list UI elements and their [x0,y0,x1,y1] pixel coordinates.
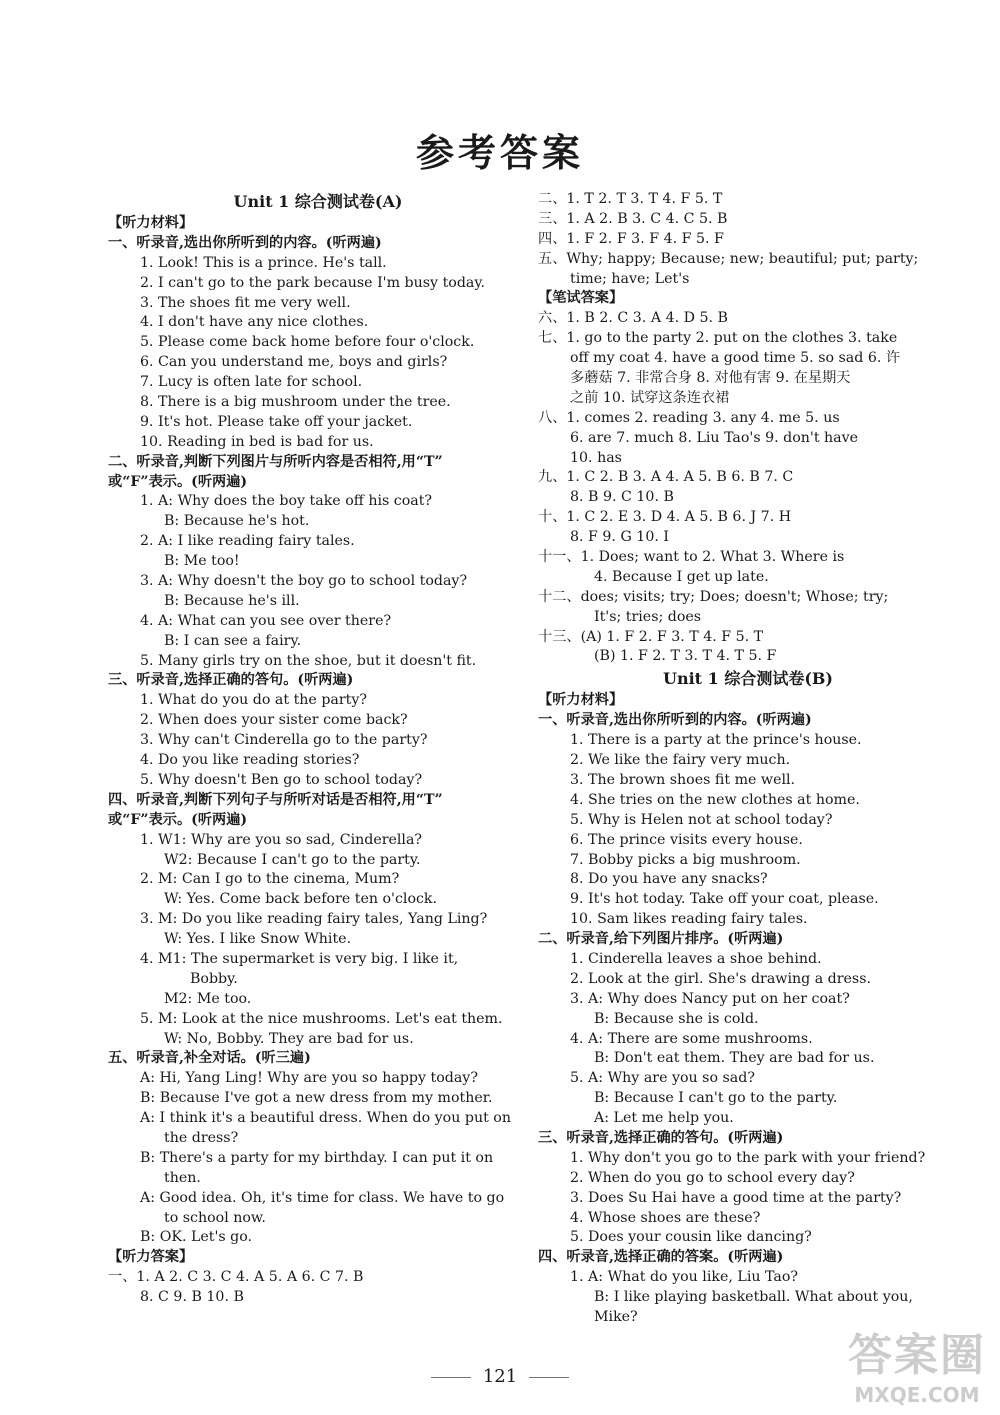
text-line: 3. The brown shoes fit me well. [570,771,796,788]
text-line: 10. Reading in bed is bad for us. [140,433,374,450]
text-line: B: Because he's hot. [164,513,310,530]
text-line: B: Me too! [164,553,240,570]
text-line: 3. A: Why does Nancy put on her coat? [570,990,850,1007]
text-line: 1. W1: Why are you so sad, Cinderella? [140,831,423,848]
text-line: B: There's a party for my birthday. I can put it on [140,1149,494,1166]
text-line: 2. Look at the girl. She's drawing a dress. [570,970,872,987]
text-line: the dress? [164,1129,239,1146]
text-line: 5. Many girls try on the shoe, but it doesn't fit. [140,652,477,669]
text-line: 10. Sam likes reading fairy tales. [570,911,808,928]
text-line: 五、Why; happy; Because; new; beautiful; put; party; [538,250,919,267]
text-line: 2. When does your sister come back? [140,712,408,729]
text-line: 1. There is a party at the prince's house. [570,732,862,749]
text-line: 4. M1: The supermarket is very big. I like it, [140,950,459,967]
section-heading: 五、听录音,补全对话。(听三遍) [108,1050,311,1067]
text-line: 5. Please come back home before four o'clock. [140,334,475,351]
text-line: 七、1. go to the party 2. put on the clothes 3. take [538,330,898,347]
unit-heading: Unit 1 综合测试卷(A) [233,192,403,211]
text-line: B: Because he's ill. [164,592,300,609]
text-line: 5. A: Why are you so sad? [570,1070,755,1087]
text-line: A: Let me help you. [594,1110,734,1127]
text-line: 3. A: Why doesn't the boy go to school today? [140,573,468,590]
text-line: 3. Does Su Hai have a good time at the party? [570,1189,902,1206]
text-line: A: Good idea. Oh, it's time for class. We have to go [140,1189,505,1206]
text-line: 1. A: What do you like, Liu Tao? [570,1269,798,1286]
text-line: 4. I don't have any nice clothes. [140,314,369,331]
section-heading: 二、听录音,判断下列图片与所听内容是否相符,用“T” [108,453,443,470]
watermark-sub: MXQE.COM [854,1383,980,1407]
text-line: 3. Why can't Cinderella go to the party? [140,732,428,749]
text-line: 4. Because I get up late. [594,568,769,585]
text-line: It's; tries; does [594,608,702,625]
section-heading: 三、听录音,选择正确的答句。(听两遍) [108,672,354,689]
section-heading: 或“F”表示。(听两遍) [108,811,248,828]
text-line: 十一、1. Does; want to 2. What 3. Where is [538,549,845,566]
text-line: 1. Cinderella leaves a shoe behind. [570,950,822,967]
text-line: 4. She tries on the new clothes at home. [570,791,860,808]
text-line: 8. There is a big mushroom under the tree. [140,394,451,411]
text-line: 2. When do you go to school every day? [570,1169,855,1186]
section-heading: 【听力材料】 [108,215,194,231]
text-line: 9. It's hot today. Take off your coat, please. [570,891,879,908]
text-line: A: Hi, Yang Ling! Why are you so happy today? [140,1070,478,1087]
text-line: W: Yes. I like Snow White. [164,931,352,948]
section-heading: 或“F”表示。(听两遍) [108,473,248,490]
text-line: time; have; Let's [570,270,690,287]
section-heading: 一、听录音,选出你所听到的内容。(听两遍) [108,234,382,251]
text-line: 四、1. F 2. F 3. F 4. F 5. F [538,230,724,247]
text-line: M2: Me too. [164,990,252,1007]
unit-heading: Unit 1 综合测试卷(B) [663,669,833,689]
text-line: 八、1. comes 2. reading 3. any 4. me 5. us [538,409,840,426]
text-line: 3. The shoes fit me very well. [140,294,351,311]
text-line: 2. M: Can I go to the cinema, Mum? [140,871,400,888]
text-line: 六、1. B 2. C 3. A 4. D 5. B [538,310,728,327]
section-heading: 二、听录音,给下列图片排序。(听两遍) [538,931,784,948]
text-line: 十、1. C 2. E 3. D 4. A 5. B 6. J 7. H [538,509,792,526]
page-title: 参考答案 [415,130,584,175]
text-line: 九、1. C 2. B 3. A 4. A 5. B 6. B 7. C [538,469,794,486]
text-line: 二、1. T 2. T 3. T 4. F 5. T [538,191,723,207]
left-column [108,190,528,1308]
text-line: Mike? [594,1308,638,1325]
right-column [538,190,958,1328]
text-line: 8. F 9. G 10. I [570,529,669,546]
text-line: 多蘑菇 7. 非常合身 8. 对他有害 9. 在星期天 [570,370,851,387]
text-line: 8. B 9. C 10. B [570,489,674,506]
text-line: B: I like playing basketball. What about you, [594,1289,913,1306]
page-number: 121 [0,1366,1000,1387]
text-line: B: I can see a fairy. [164,632,302,649]
text-line: 2. I can't go to the park because I'm busy today. [140,274,485,291]
text-line: 一、1. A 2. C 3. C 4. A 5. A 6. C 7. B [108,1269,364,1286]
text-line: 2. We like the fairy very much. [570,752,791,769]
section-heading: 一、听录音,选出你所听到的内容。(听两遍) [538,712,812,729]
text-line: B: Don't eat them. They are bad for us. [594,1050,875,1067]
text-line: B: Because she is cold. [594,1010,759,1027]
text-line: 9. It's hot. Please take off your jacket. [140,413,413,430]
text-line: 7. Bobby picks a big mushroom. [570,851,801,868]
text-line: 十三、(A) 1. F 2. F 3. T 4. F 5. T [538,628,764,645]
text-line: 三、1. A 2. B 3. C 4. C 5. B [538,210,728,227]
text-line: 6. Can you understand me, boys and girls? [140,354,448,371]
text-line: B: Because I can't go to the party. [594,1090,838,1107]
text-line: then. [164,1169,201,1186]
text-line: 1. Why don't you go to the park with your friend? [570,1149,926,1166]
text-line: W: No, Bobby. They are bad for us. [164,1030,414,1047]
text-line: 8. C 9. B 10. B [140,1289,244,1306]
text-line: 1. What do you do at the party? [140,692,367,709]
text-line: W: Yes. Come back before ten o'clock. [164,891,438,908]
text-line: off my coat 4. have a good time 5. so sad 6. 许 [570,350,901,367]
text-line: B: Because I've got a new dress from my mother. [140,1090,493,1107]
watermark-logo [848,1319,986,1407]
watermark-main: 答案圈 [848,1330,986,1381]
text-line: to school now. [164,1209,266,1226]
text-line: 之前 10. 试穿这条连衣裙 [570,389,730,406]
section-heading: 四、听录音,选择正确的答案。(听两遍) [538,1249,784,1266]
text-line: 7. Lucy is often late for school. [140,374,363,391]
text-line: 6. The prince visits every house. [570,831,803,848]
text-line: A: I think it's a beautiful dress. When do you put on [140,1110,511,1127]
text-line: 5. Why doesn't Ben go to school today? [140,771,423,788]
text-line: 10. has [570,449,622,466]
text-line: 8. Do you have any snacks? [570,871,768,888]
text-line: 5. M: Look at the nice mushrooms. Let's eat them. [140,1010,503,1027]
text-line: B: OK. Let's go. [140,1229,253,1246]
section-heading: 【听力材料】 [538,692,624,709]
text-line: 4. Do you like reading stories? [140,752,360,769]
text-line: (B) 1. F 2. T 3. T 4. T 5. F [594,648,777,665]
section-heading: 【听力答案】 [108,1249,194,1266]
text-line: 2. A: I like reading fairy tales. [140,533,355,550]
section-heading: 四、听录音,判断下列句子与所听对话是否相符,用“T” [108,791,443,808]
section-heading: 【笔试答案】 [538,290,624,307]
text-line: 4. A: What can you see over there? [140,612,392,629]
text-line: 1. A: Why does the boy take off his coat? [140,493,433,510]
text-line: 3. M: Do you like reading fairy tales, Yang Ling? [140,911,488,928]
text-line: 5. Why is Helen not at school today? [570,811,833,828]
text-line: 1. Look! This is a prince. He's tall. [140,254,387,271]
section-heading: 三、听录音,选择正确的答句。(听两遍) [538,1129,784,1146]
text-line: W2: Because I can't go to the party. [164,851,421,868]
text-line: 5. Does your cousin like dancing? [570,1229,812,1246]
text-line: Bobby. [190,970,238,987]
text-line: 十二、does; visits; try; Does; doesn't; Whose; try; [538,588,889,605]
text-line: 4. Whose shoes are these? [570,1209,761,1226]
text-line: 4. A: There are some mushrooms. [570,1030,813,1047]
text-line: 6. are 7. much 8. Liu Tao's 9. don't have [570,429,859,446]
